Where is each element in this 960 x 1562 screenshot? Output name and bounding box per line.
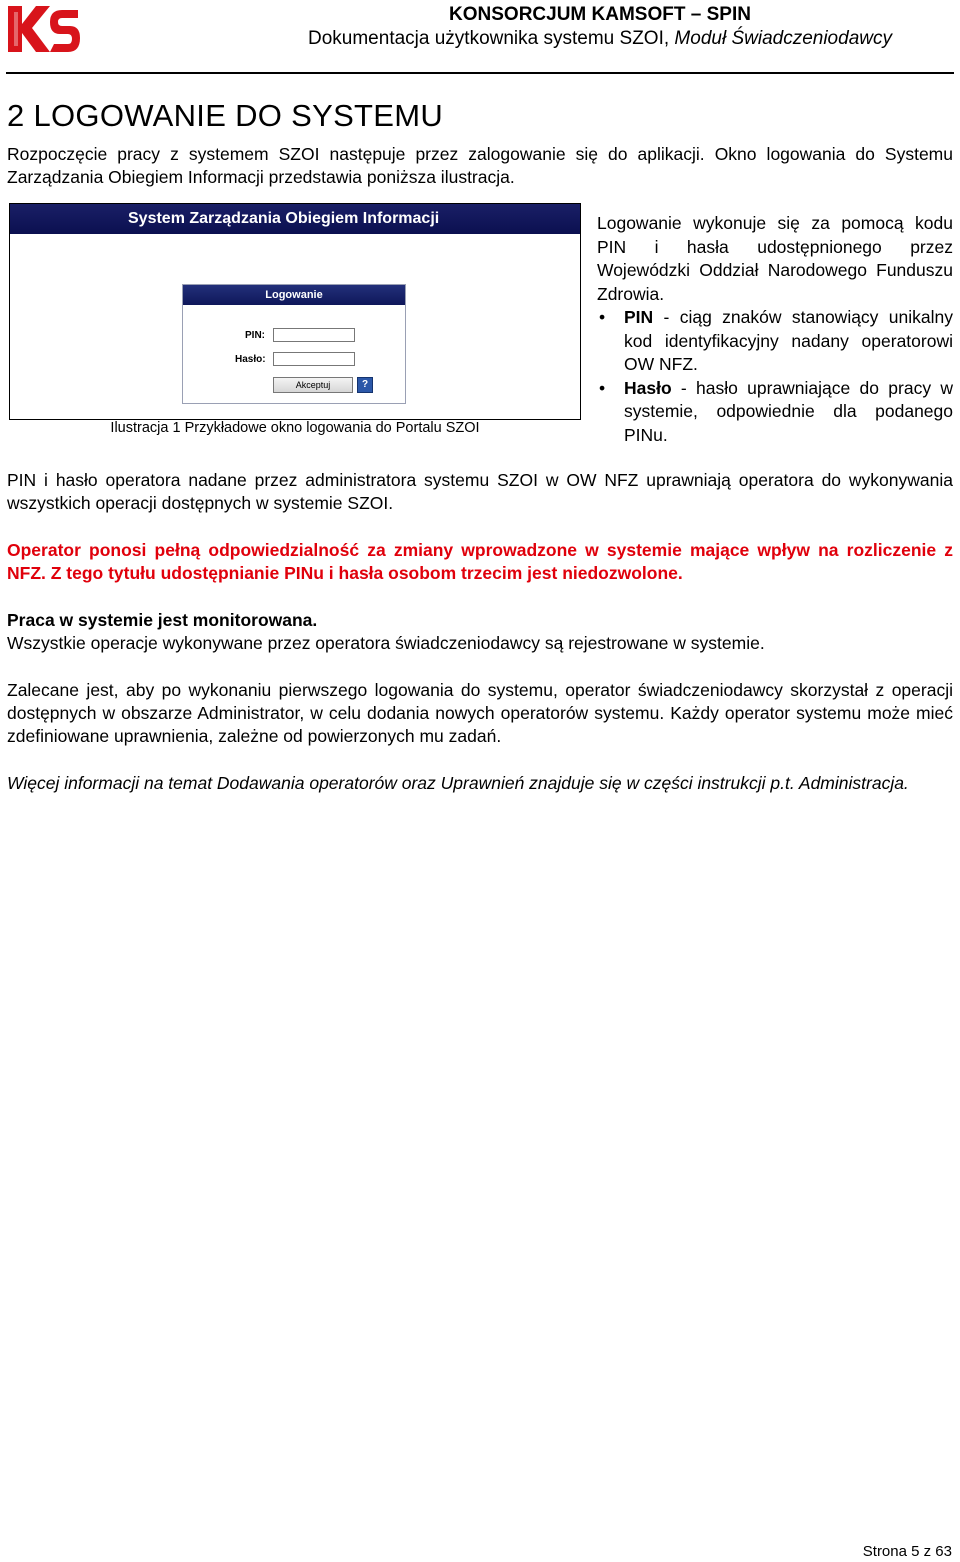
bullet-icon: •: [599, 377, 606, 398]
recommendation-paragraph: Zalecane jest, aby po wykonaniu pierwszego logowania do systemu, operator świadczeniodawcy skorzystał z operacji dostępnych w obszarze Administrator, w celu dodania nowych operatorów systemu. Każdy operator systemu może mieć zdefiniowane uprawnienia, zależne od powierzonych mu zadań.: [7, 680, 953, 746]
list-item-term: Hasło: [624, 377, 672, 398]
document-title: [250, 27, 950, 51]
more-info-paragraph: Więcej informacji na temat Dodawania operatorów oraz Uprawnień znajduje się w części instrukcji p.t. Administracja.: [7, 773, 909, 793]
login-window-illustration: [9, 203, 581, 436]
password-input[interactable]: [273, 352, 355, 366]
login-panel: [182, 284, 406, 404]
figure-caption: Ilustracja 1 Przykładowe okno logowania do Portalu SZOI: [110, 420, 480, 436]
header-divider: [6, 72, 954, 74]
login-description-intro: Logowanie wykonuje się za pomocą kodu PIN i hasła udostępnionego przez Wojewódzki Oddział Narodowego Funduszu Zdrowia.: [597, 213, 953, 304]
section-title: 2 LOGOWANIE DO SYSTEMU: [7, 98, 444, 133]
list-item-term: PIN: [624, 307, 654, 327]
accept-button[interactable]: Akceptuj: [273, 377, 353, 393]
list-item-text: - ciąg znaków stanowiący unikalny kod identyfikacyjny nadany operatorowi OW NFZ.: [624, 307, 953, 374]
document-title-plain: Dokumentacja użytkownika systemu SZOI,: [308, 28, 675, 49]
pin-input[interactable]: [273, 328, 355, 342]
list-item-text: - hasło uprawniające do pracy w systemie, odpowiednie dla podanego PINu.: [624, 377, 953, 445]
login-description: [597, 212, 953, 447]
page-number: Strona 5 z 63: [862, 1543, 952, 1560]
password-label: Hasło:: [235, 354, 266, 365]
window-title-bar: System Zarządzania Obiegiem Informacji: [10, 204, 580, 234]
list-item: [597, 377, 953, 448]
page-header: [0, 0, 960, 76]
operator-rights-paragraph: PIN i hasło operatora nadane przez administratora systemu SZOI w OW NFZ uprawniają operatora do wykonywania wszystkich operacji dostępnych w systemie SZOI.: [7, 470, 953, 513]
pin-label: PIN:: [245, 330, 265, 341]
company-name: KONSORCJUM KAMSOFT – SPIN: [449, 4, 751, 25]
login-panel-header: Logowanie: [183, 285, 405, 305]
responsibility-warning: Operator ponosi pełną odpowiedzialność za zmiany wprowadzone w systemie mające wpływ na rozliczenie z NFZ. Z tego tytułu udostępnianie PINu i hasła osobom trzecim jest niedozwolone.: [7, 540, 953, 583]
intro-paragraph: Rozpoczęcie pracy z systemem SZOI następuje przez zalogowanie się do aplikacji. Okno logowania do Systemu Zarządzania Obiegiem Informacji przedstawia poniższa ilustracja.: [7, 144, 953, 187]
help-icon[interactable]: ?: [357, 377, 373, 393]
monitoring-title: Praca w systemie jest monitorowana.: [7, 610, 318, 630]
bullet-icon: •: [599, 307, 606, 327]
list-item: [597, 306, 953, 377]
credentials-list: [597, 306, 953, 447]
monitoring-text: Wszystkie operacje wykonywane przez operatora świadczeniodawcy są rejestrowane w systemie.: [7, 633, 765, 653]
kamsoft-logo: [6, 2, 82, 56]
document-title-module: Moduł Świadczeniodawcy: [674, 28, 892, 49]
